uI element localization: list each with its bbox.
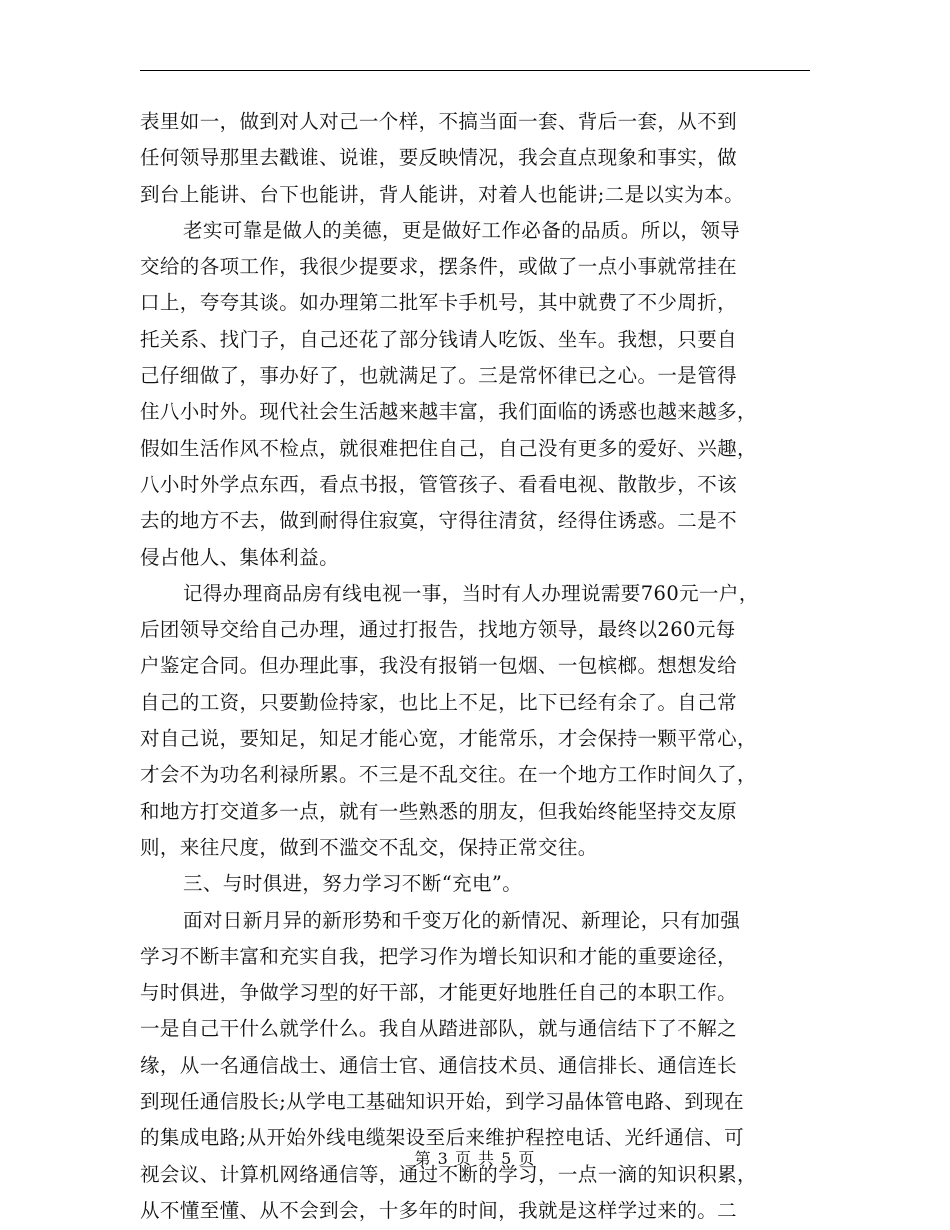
- document-body: [140, 104, 820, 1229]
- text-line: 老实可靠是做人的美德，更是做好工作必备的品质。所以，领导: [183, 218, 741, 242]
- text-line: 交给的各项工作，我很少提要求，摆条件，或做了一点小事就常挂在: [140, 255, 738, 279]
- text-line: 住八小时外。现代社会生活越来越丰富，我们面临的诱惑也越来越多，: [140, 400, 757, 424]
- text-line: 则，来往尺度，做到不滥交不乱交，保持正常交往。: [140, 835, 598, 859]
- text-line: 三、与时俱进，努力学习不断“充电”。: [183, 872, 523, 896]
- text-line: 八小时外学点东西，看点书报，管管孩子、看看电视、散散步，不该: [140, 472, 738, 496]
- text-line: 才会不为功名利禄所累。不三是不乱交往。在一个地方工作时间久了，: [140, 763, 757, 787]
- text-line: 视会议、计算机网络通信等，通过不断的学习，一点一滴的知识积累，: [140, 1162, 757, 1186]
- text-line: 到现任通信股长;从学电工基础知识开始，到学习晶体管电路、到现在: [140, 1090, 744, 1114]
- text-line: 面对日新月异的新形势和千变万化的新情况、新理论，只有加强: [183, 908, 741, 932]
- text-line: 任何领导那里去戳谁、说谁，要反映情况，我会直点现象和事实，做: [140, 146, 738, 170]
- text-line: 假如生活作风不检点，就很难把住自己，自己没有更多的爱好、兴趣，: [140, 436, 757, 460]
- text-line: 后团领导交给自己办理，通过打报告，找地方领导，最终以260元每: [140, 618, 736, 642]
- text-line: 从不懂至懂、从不会到会，十多年的时间，我就是这样学过来的。二: [140, 1198, 738, 1222]
- text-line: 表里如一，做到对人对己一个样，不搞当面一套、背后一套，从不到: [140, 110, 738, 133]
- text-line: 缘，从一名通信战士、通信士官、通信技术员、通信排长、通信连长: [140, 1053, 738, 1077]
- text-line: 学习不断丰富和充实自我，把学习作为增长知识和才能的重要途径，: [140, 944, 738, 968]
- page-footer: 第 3 页 共 5 页: [414, 1149, 536, 1168]
- header-rule: [140, 70, 810, 71]
- text-line: 口上，夸夸其谈。如办理第二批军卡手机号，其中就费了不少周折，: [140, 291, 738, 315]
- text-line: 户鉴定合同。但办理此事，我没有报销一包烟、一包槟榔。想想发给: [140, 654, 738, 678]
- text-line: 去的地方不去，做到耐得住寂寞，守得往清贫，经得住诱惑。二是不: [140, 509, 738, 533]
- text-line: 记得办理商品房有线电视一事，当时有人办理说需要760元一户，: [183, 581, 759, 605]
- text-line: 自己的工资，只要勤俭持家，也比上不足，比下已经有余了。自己常: [140, 690, 738, 714]
- text-line: 的集成电路;从开始外线电缆架设至后来维护程控电话、光纤通信、可: [140, 1126, 744, 1150]
- text-line: 己仔细做了，事办好了，也就满足了。三是常怀律已之心。一是管得: [140, 364, 738, 388]
- text-line: 一是自己干什么就学什么。我自从踏进部队，就与通信结下了不解之: [140, 1017, 738, 1041]
- text-line: 侵占他人、集体利益。: [140, 545, 340, 569]
- text-line: 与时俱进，争做学习型的好干部，才能更好地胜任自己的本职工作。: [140, 981, 738, 1005]
- text-line: 托关系、找门子，自己还花了部分钱请人吃饭、坐车。我想，只要自: [140, 327, 738, 351]
- text-line: 和地方打交道多一点，就有一些熟悉的朋友，但我始终能坚持交友原: [140, 799, 738, 823]
- text-line: 对自己说，要知足，知足才能心宽，才能常乐，才会保持一颗平常心，: [140, 727, 757, 751]
- text-line: 到台上能讲、台下也能讲，背人能讲，对着人也能讲;二是以实为本。: [140, 182, 744, 206]
